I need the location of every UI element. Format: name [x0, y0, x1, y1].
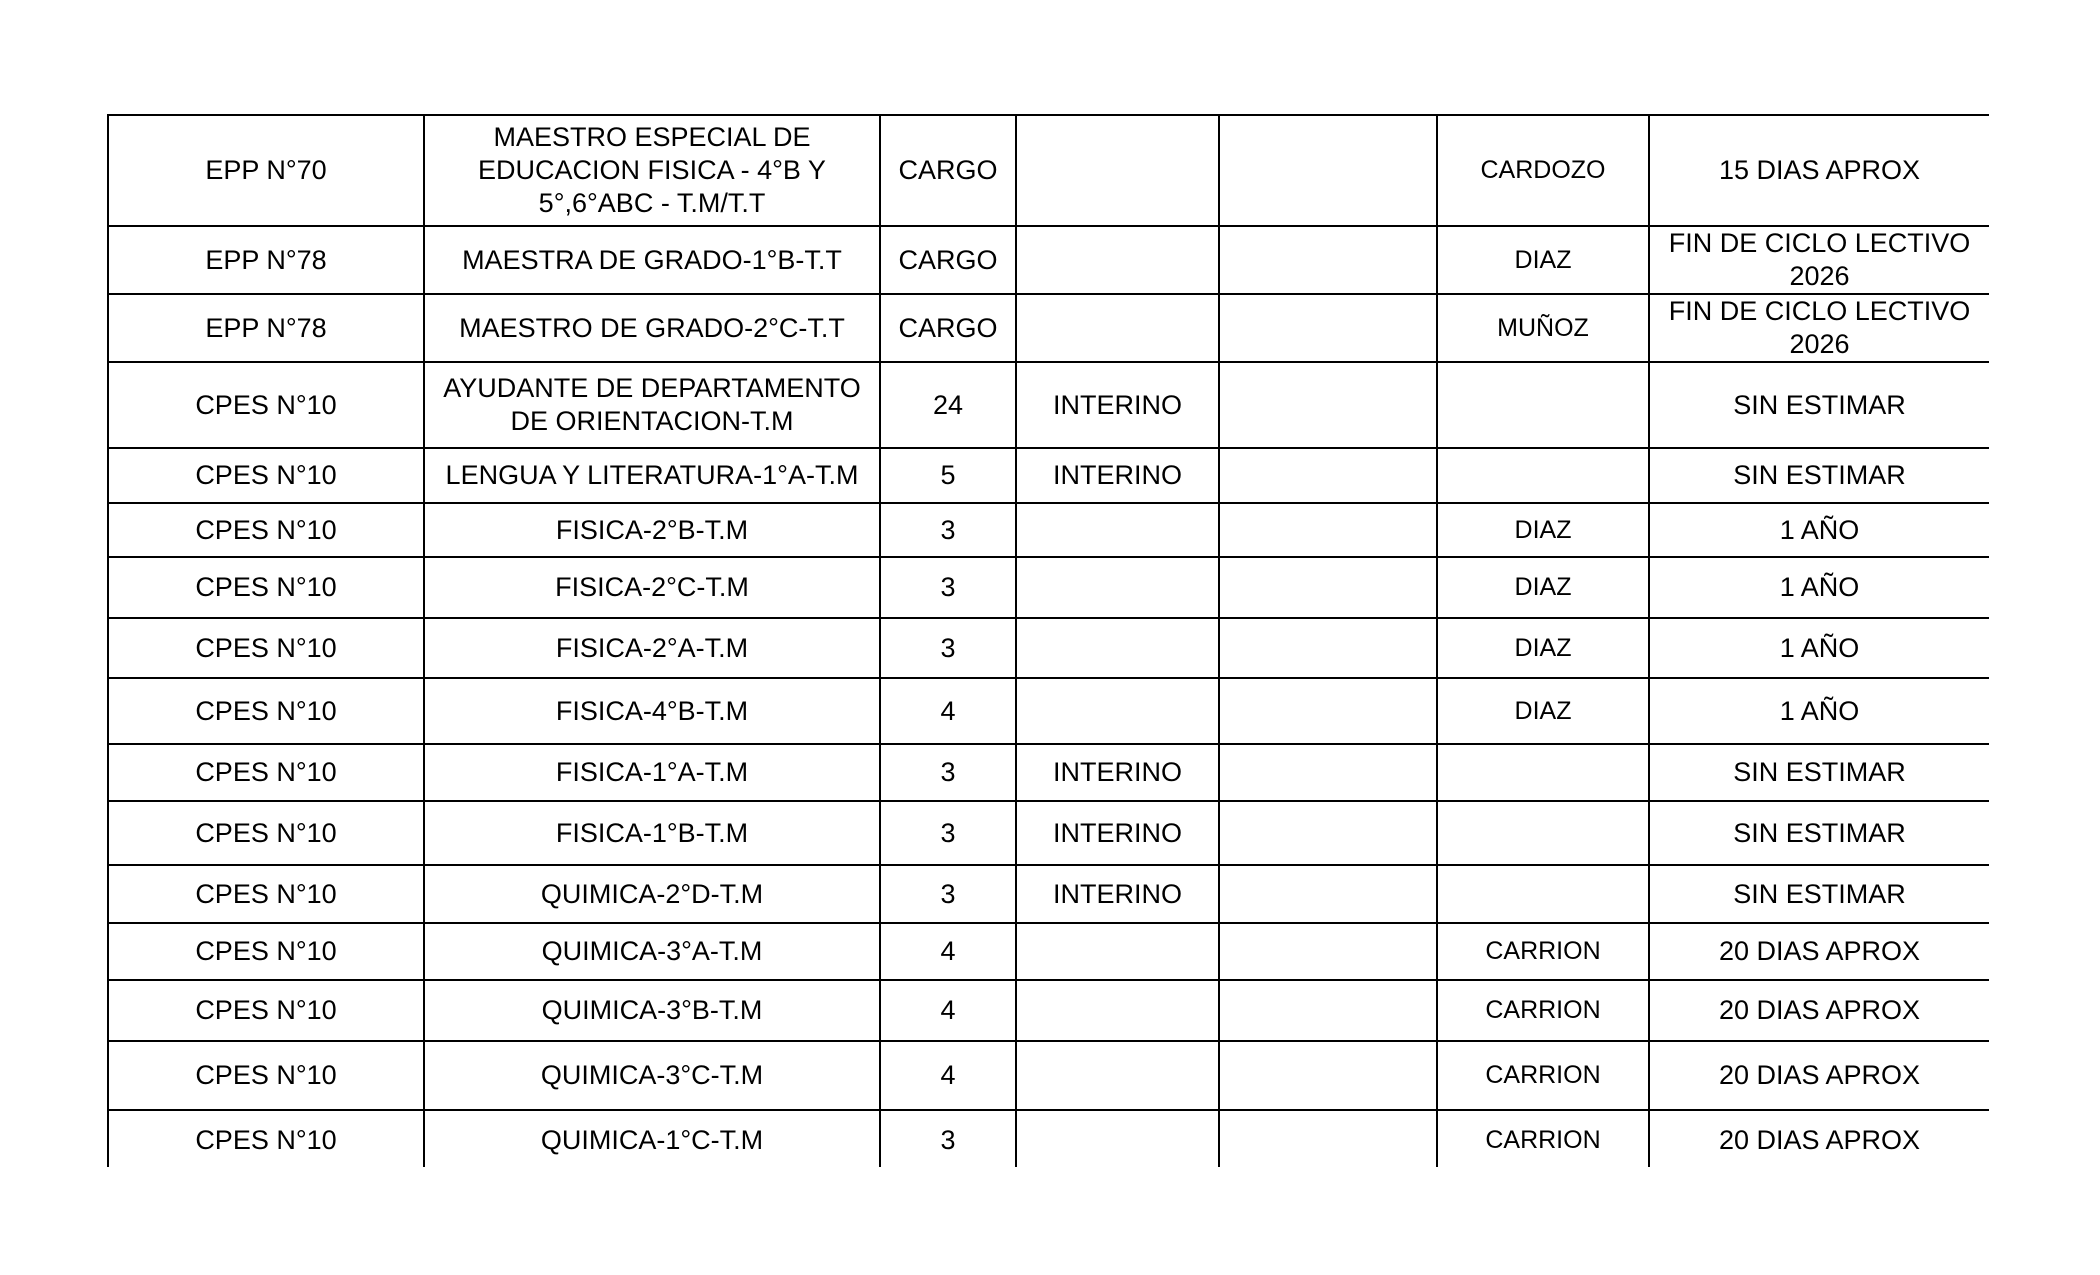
cell-position: QUIMICA-1°C-T.M — [424, 1110, 880, 1167]
cell-replaced-teacher: DIAZ — [1437, 503, 1649, 557]
cell-empty — [1219, 557, 1437, 618]
cell-school: CPES N°10 — [108, 557, 424, 618]
cell-school: EPP N°70 — [108, 115, 424, 226]
cell-replaced-teacher: CARRION — [1437, 1110, 1649, 1167]
cell-school: CPES N°10 — [108, 865, 424, 923]
cell-duration: 1 AÑO — [1649, 503, 1989, 557]
table-row — [108, 503, 1989, 557]
table-row — [108, 226, 1989, 294]
cell-replaced-teacher — [1437, 744, 1649, 801]
cell-position: MAESTRO ESPECIAL DE EDUCACION FISICA - 4°B Y 5°,6°ABC - T.M/T.T — [424, 115, 880, 226]
cell-empty — [1219, 980, 1437, 1041]
cell-duration: 20 DIAS APROX — [1649, 1041, 1989, 1110]
table-row — [108, 115, 1989, 226]
cell-position: FISICA-4°B-T.M — [424, 678, 880, 744]
cell-position: FISICA-1°A-T.M — [424, 744, 880, 801]
cell-duration: FIN DE CICLO LECTIVO 2026 — [1649, 294, 1989, 362]
cell-school: CPES N°10 — [108, 503, 424, 557]
cell-replaced-teacher: CARRION — [1437, 1041, 1649, 1110]
cell-duration: 20 DIAS APROX — [1649, 1110, 1989, 1167]
cell-empty — [1219, 744, 1437, 801]
cell-hours: 24 — [880, 362, 1016, 448]
cell-status: INTERINO — [1016, 362, 1219, 448]
cell-empty — [1219, 618, 1437, 678]
cell-school: CPES N°10 — [108, 678, 424, 744]
cell-replaced-teacher — [1437, 801, 1649, 865]
cell-status — [1016, 923, 1219, 980]
cell-school: CPES N°10 — [108, 923, 424, 980]
cell-duration: SIN ESTIMAR — [1649, 744, 1989, 801]
cell-duration: 20 DIAS APROX — [1649, 923, 1989, 980]
cell-school: EPP N°78 — [108, 226, 424, 294]
cell-empty — [1219, 923, 1437, 980]
cell-hours: 4 — [880, 923, 1016, 980]
cell-status — [1016, 226, 1219, 294]
cell-replaced-teacher: DIAZ — [1437, 678, 1649, 744]
cell-position: FISICA-2°B-T.M — [424, 503, 880, 557]
cell-school: CPES N°10 — [108, 362, 424, 448]
table-row — [108, 923, 1989, 980]
cell-position: FISICA-2°A-T.M — [424, 618, 880, 678]
cell-duration: 1 AÑO — [1649, 557, 1989, 618]
cell-hours: 3 — [880, 865, 1016, 923]
cell-status — [1016, 557, 1219, 618]
cell-status — [1016, 503, 1219, 557]
table-row — [108, 618, 1989, 678]
cell-replaced-teacher: DIAZ — [1437, 618, 1649, 678]
cell-hours: 3 — [880, 503, 1016, 557]
cell-status: INTERINO — [1016, 744, 1219, 801]
cell-position: MAESTRA DE GRADO-1°B-T.T — [424, 226, 880, 294]
cell-status — [1016, 294, 1219, 362]
cell-empty — [1219, 226, 1437, 294]
table-row — [108, 801, 1989, 865]
cell-hours: CARGO — [880, 226, 1016, 294]
table-row — [108, 678, 1989, 744]
cell-empty — [1219, 678, 1437, 744]
cell-replaced-teacher: MUÑOZ — [1437, 294, 1649, 362]
cell-empty — [1219, 1110, 1437, 1167]
cell-duration: SIN ESTIMAR — [1649, 448, 1989, 503]
cell-duration: SIN ESTIMAR — [1649, 362, 1989, 448]
cell-hours: CARGO — [880, 294, 1016, 362]
cell-status — [1016, 980, 1219, 1041]
cell-school: CPES N°10 — [108, 1110, 424, 1167]
cell-hours: CARGO — [880, 115, 1016, 226]
cell-hours: 4 — [880, 1041, 1016, 1110]
cell-position: FISICA-2°C-T.M — [424, 557, 880, 618]
cell-empty — [1219, 801, 1437, 865]
table-row — [108, 865, 1989, 923]
table-row — [108, 1041, 1989, 1110]
cell-replaced-teacher — [1437, 865, 1649, 923]
cell-status — [1016, 1110, 1219, 1167]
cell-duration: SIN ESTIMAR — [1649, 865, 1989, 923]
cell-empty — [1219, 865, 1437, 923]
cell-position: FISICA-1°B-T.M — [424, 801, 880, 865]
cell-school: CPES N°10 — [108, 801, 424, 865]
vacancies-table — [107, 114, 1989, 1167]
cell-empty — [1219, 294, 1437, 362]
cell-hours: 4 — [880, 980, 1016, 1041]
cell-replaced-teacher: DIAZ — [1437, 226, 1649, 294]
cell-replaced-teacher — [1437, 448, 1649, 503]
cell-hours: 3 — [880, 744, 1016, 801]
cell-replaced-teacher: CARRION — [1437, 923, 1649, 980]
cell-school: CPES N°10 — [108, 1041, 424, 1110]
cell-position: AYUDANTE DE DEPARTAMENTO DE ORIENTACION-T.M — [424, 362, 880, 448]
cell-duration: 1 AÑO — [1649, 618, 1989, 678]
cell-school: CPES N°10 — [108, 980, 424, 1041]
cell-empty — [1219, 362, 1437, 448]
cell-replaced-teacher — [1437, 362, 1649, 448]
cell-empty — [1219, 448, 1437, 503]
table-row — [108, 744, 1989, 801]
cell-status — [1016, 1041, 1219, 1110]
cell-hours: 3 — [880, 801, 1016, 865]
cell-status: INTERINO — [1016, 801, 1219, 865]
cell-status — [1016, 678, 1219, 744]
table-row — [108, 448, 1989, 503]
cell-school: CPES N°10 — [108, 744, 424, 801]
cell-position: QUIMICA-2°D-T.M — [424, 865, 880, 923]
cell-position: MAESTRO DE GRADO-2°C-T.T — [424, 294, 880, 362]
cell-hours: 4 — [880, 678, 1016, 744]
cell-hours: 3 — [880, 1110, 1016, 1167]
cell-duration: SIN ESTIMAR — [1649, 801, 1989, 865]
table-row — [108, 557, 1989, 618]
cell-status: INTERINO — [1016, 865, 1219, 923]
cell-position: LENGUA Y LITERATURA-1°A-T.M — [424, 448, 880, 503]
cell-empty — [1219, 1041, 1437, 1110]
cell-duration: 15 DIAS APROX — [1649, 115, 1989, 226]
cell-status — [1016, 618, 1219, 678]
cell-empty — [1219, 115, 1437, 226]
cell-replaced-teacher: CARRION — [1437, 980, 1649, 1041]
table-row — [108, 980, 1989, 1041]
cell-position: QUIMICA-3°B-T.M — [424, 980, 880, 1041]
cell-status: INTERINO — [1016, 448, 1219, 503]
cell-replaced-teacher: CARDOZO — [1437, 115, 1649, 226]
cell-school: EPP N°78 — [108, 294, 424, 362]
cell-status — [1016, 115, 1219, 226]
cell-hours: 3 — [880, 618, 1016, 678]
table-row — [108, 362, 1989, 448]
table-row — [108, 294, 1989, 362]
cell-hours: 5 — [880, 448, 1016, 503]
vacancies-sheet — [107, 114, 1989, 1167]
cell-replaced-teacher: DIAZ — [1437, 557, 1649, 618]
table-row — [108, 1110, 1989, 1167]
cell-duration: 1 AÑO — [1649, 678, 1989, 744]
cell-hours: 3 — [880, 557, 1016, 618]
cell-duration: FIN DE CICLO LECTIVO 2026 — [1649, 226, 1989, 294]
cell-duration: 20 DIAS APROX — [1649, 980, 1989, 1041]
cell-position: QUIMICA-3°C-T.M — [424, 1041, 880, 1110]
cell-school: CPES N°10 — [108, 448, 424, 503]
table-body — [108, 115, 1989, 1167]
cell-position: QUIMICA-3°A-T.M — [424, 923, 880, 980]
cell-empty — [1219, 503, 1437, 557]
cell-school: CPES N°10 — [108, 618, 424, 678]
